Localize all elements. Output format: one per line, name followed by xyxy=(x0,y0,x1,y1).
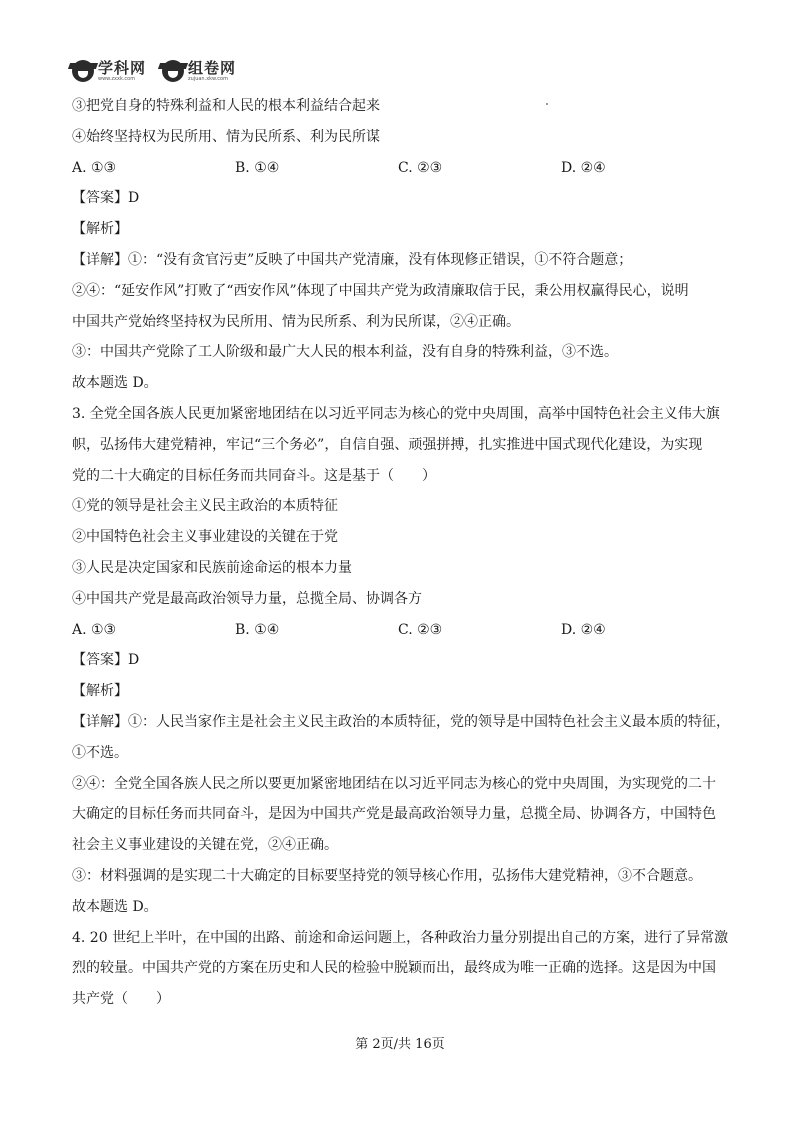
q2-option-d: D. ②④ xyxy=(561,159,606,176)
zujuanwang-logo xyxy=(162,60,236,82)
q3-option-c: C. ②③ xyxy=(398,621,443,638)
q2-detail-2a: ②④：“延安作风”打败了“西安作风”体现了中国共产党为政清廉取信于民，秉公用权赢得民心，说明 xyxy=(72,282,689,299)
q2-statement-4: ④始终坚持权为民所用、情为民所系、利为民所谋 xyxy=(72,128,380,145)
q2-options xyxy=(72,158,732,178)
q3-conclusion: 故本题选 D。 xyxy=(72,898,158,915)
q3-statement-1: ①党的领导是社会主义民主政治的本质特征 xyxy=(72,498,338,515)
q3-option-d: D. ②④ xyxy=(561,621,606,638)
q3-statement-2: ②中国特色社会主义事业建设的关键在于党 xyxy=(72,529,338,546)
q2-option-b: B. ①④ xyxy=(235,159,280,176)
q3-statement-4: ④中国共产党是最高政治领导力量，总揽全局、协调各方 xyxy=(72,590,422,607)
q2-conclusion: 故本题选 D。 xyxy=(72,375,158,392)
q2-detail-3: ③：中国共产党除了工人阶级和最广大人民的根本利益，没有自身的特殊利益，③不选。 xyxy=(72,344,618,361)
logo1-text: 学科网 xyxy=(98,58,147,77)
header-logos xyxy=(72,60,236,82)
q2-option-a: A. ①③ xyxy=(72,159,117,176)
q3-analysis-label: 【解析】 xyxy=(72,683,128,700)
document-body xyxy=(72,96,732,1020)
q3-detail-1b: ①不选。 xyxy=(72,744,128,761)
q3-statement-3: ③人民是决定国家和民族前途命运的根本力量 xyxy=(72,559,352,576)
q2-option-c: C. ②③ xyxy=(398,159,443,176)
q3-answer: 【答案】D xyxy=(72,652,140,669)
q3-detail-2a: ②④：全党全国各族人民之所以要更加紧密地团结在以习近平同志为核心的党中央周围，为实现党的二十 xyxy=(72,775,716,792)
graduation-cap-icon xyxy=(162,60,184,82)
q3-stem-1: 3. 全党全国各族人民更加紧密地团结在以习近平同志为核心的党中央周围，高举中国特色社会主义伟大旗 xyxy=(72,405,720,422)
page-number: 第 2页/共 16页 xyxy=(355,1037,445,1052)
logo2-text: 组卷网 xyxy=(188,58,237,77)
q2-detail-2b: 中国共产党始终坚持权为民所用、情为民所系、利为民所谋，②④正确。 xyxy=(72,313,520,330)
xuekewang-logo xyxy=(72,60,146,82)
q3-detail-2c: 社会主义事业建设的关键在党，②④正确。 xyxy=(72,837,338,854)
q3-detail-2b: 大确定的目标任务而共同奋斗，是因为中国共产党是最高政治领导力量，总揽全局、协调各方，中国特色 xyxy=(72,806,716,823)
q3-options xyxy=(72,620,732,640)
logo2-sub: zujuan.xkw.com xyxy=(188,75,228,82)
logo1-sub: www.zxxk.com xyxy=(98,75,136,82)
graduation-cap-icon xyxy=(72,60,94,82)
q3-detail-1a: 【详解】①：人民当家作主是社会主义民主政治的本质特征，党的领导是中国特色社会主义最本质的特征， xyxy=(72,713,730,730)
q4-stem-3: 共产党（ ） xyxy=(72,991,170,1008)
q3-stem-3: 党的二十大确定的目标任务而共同奋斗。这是基于（ ） xyxy=(72,467,436,484)
q4-stem-2: 烈的较量。中国共产党的方案在历史和人民的检验中脱颖而出，最终成为唯一正确的选择。这是因为中国 xyxy=(72,960,716,977)
q2-statement-3: ③把党自身的特殊利益和人民的根本利益结合起来 xyxy=(72,98,380,114)
q2-detail-1: 【详解】①：“没有贪官污吏”反映了中国共产党清廉，没有体现修正错误，①不符合题意； xyxy=(72,251,633,268)
q3-option-b: B. ①④ xyxy=(235,621,280,638)
q2-analysis-label: 【解析】 xyxy=(72,221,128,238)
q2-answer: 【答案】D xyxy=(72,190,140,207)
q3-option-a: A. ①③ xyxy=(72,621,117,638)
q3-stem-2: 帜，弘扬伟大建党精神，牢记“三个务必”，自信自强、顽强拼搏，扎实推进中国式现代化建设，为实现 xyxy=(72,436,703,453)
q4-stem-1: 4. 20 世纪上半叶，在中国的出路、前途和命运问题上，各种政治力量分别提出自己的方案，进行了异常激 xyxy=(72,929,729,946)
q3-detail-3: ③：材料强调的是实现二十大确定的目标要坚持党的领导核心作用，弘扬伟大建党精神，③不合题意。 xyxy=(72,867,702,884)
